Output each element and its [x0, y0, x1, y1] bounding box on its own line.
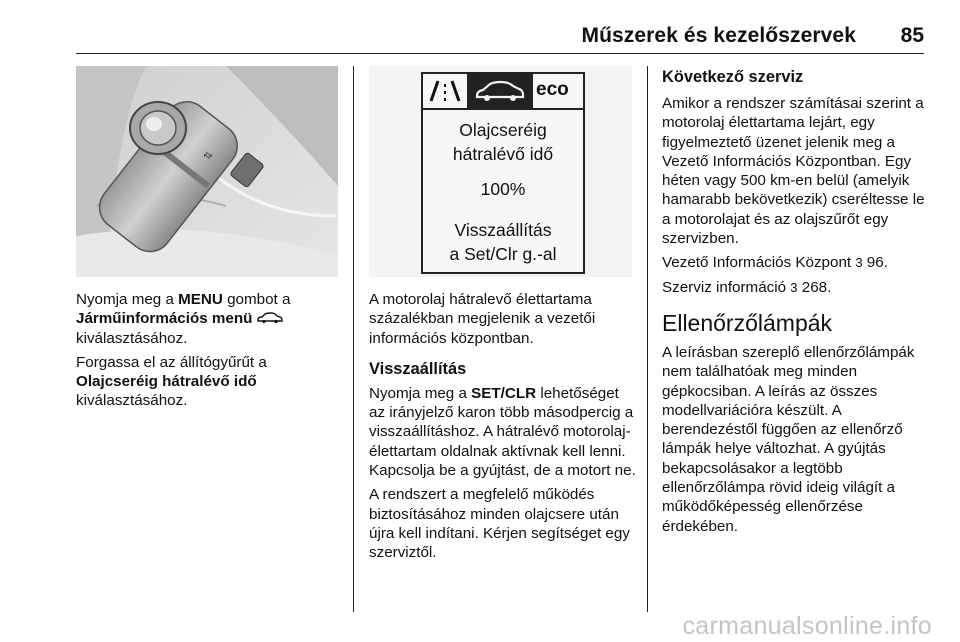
display-line-4: a Set/Clr g.-al — [449, 244, 557, 264]
middle-column — [369, 290, 637, 568]
watermark: carmanualsonline.info — [682, 612, 932, 640]
display-percent: 100% — [480, 179, 526, 199]
car-tab — [467, 74, 533, 108]
stalk-illustration — [76, 66, 338, 277]
instruction-rotate: Forgassa el az állítógyűrűt a Olajcseréig hátralévő idő kiválasztásához. — [76, 353, 267, 410]
header-rule — [76, 53, 924, 54]
svg-text:⇅: ⇅ — [201, 149, 216, 163]
reset-heading: Visszaállítás — [369, 359, 467, 378]
warning-lamps-heading: Ellenőrzőlámpák — [662, 309, 833, 336]
set-clr-label: SET/CLR — [471, 384, 537, 402]
instruction-menu: Nyomja meg a MENU gombot a Járműinformációs menü kiválasztásához. — [76, 291, 291, 347]
left-column — [76, 290, 338, 416]
page-ref-arrow-icon: 3 — [790, 279, 798, 295]
menu-button-label: MENU — [178, 291, 223, 308]
reference-dic: Vezető Információs Központ 3 96. — [662, 254, 888, 272]
vehicle-info-menu-label: Járműinformációs menü — [76, 310, 253, 328]
display-screen — [421, 72, 585, 274]
page-ref-arrow-icon: 3 — [855, 255, 863, 271]
column-divider-2 — [647, 66, 648, 612]
display-tab-bar — [423, 74, 583, 110]
road-icon — [425, 74, 469, 108]
reset-note: A rendszert a megfelelő működés biztosításához minden olajcsere után újra kell indítani. Kérjen segítséget egy szerviztől. — [369, 486, 630, 562]
car-tab-icon — [467, 74, 533, 108]
warning-lamps-text: A leírásban szereplő ellenőrzőlámpák nem találhatóak meg minden gépkocsiban. A leírás az összes modellvariációra készült. A berendezéstől függően az ellenőrző lámpák helye változhat. A gyújtás bekapcsolásakor a legtöbb ellenőrzőlámpa rövid ideig világít a működőképesség ellenőrzése érdekében. — [662, 343, 915, 535]
info-display-illustration — [369, 66, 632, 277]
next-service-text: Amikor a rendszer számításai szerint a motorolaj élettartama lejárt, egy figyelmeztető üzenet jelenik meg a Vezető Információs Központban. Egy héten vagy 500 km-en belül (amelyik hamarabb bekövetkezik) cseréltesse le a motorolajat és az olajszűrőt egy szervizben. — [662, 95, 925, 248]
right-column — [662, 66, 932, 541]
car-icon — [257, 312, 283, 324]
next-service-heading: Következő szerviz — [662, 68, 804, 86]
section-title: Műszerek és kezelőszervek — [581, 24, 856, 47]
display-line-3: Visszaállítás — [454, 220, 552, 240]
reference-service: Szerviz információ 3 268. — [662, 278, 832, 296]
column-divider-1 — [353, 66, 354, 612]
eco-tab-label: eco — [536, 79, 569, 100]
page-header — [0, 0, 960, 56]
display-line-1: Olajcseréig — [459, 120, 547, 140]
reset-instruction: Nyomja meg a SET/CLR lehetőséget az irányjelző karon több másodpercig a visszaállításhoz. A hátralévő motorolaj-élettartam oldalnak aktívnak kell lenni. Kapcsolja be a gyújtást, de a motort ne. — [369, 384, 636, 480]
stalk-drawing — [76, 66, 338, 277]
page-number: 85 — [900, 24, 924, 47]
display-line-2: hátralévő idő — [452, 144, 554, 164]
oil-life-description: A motorolaj hátralevő élettartama százalékban megjelenik a vezetői információs központban. — [369, 291, 596, 347]
oil-life-label: Olajcseréig hátralévő idő — [76, 373, 257, 391]
